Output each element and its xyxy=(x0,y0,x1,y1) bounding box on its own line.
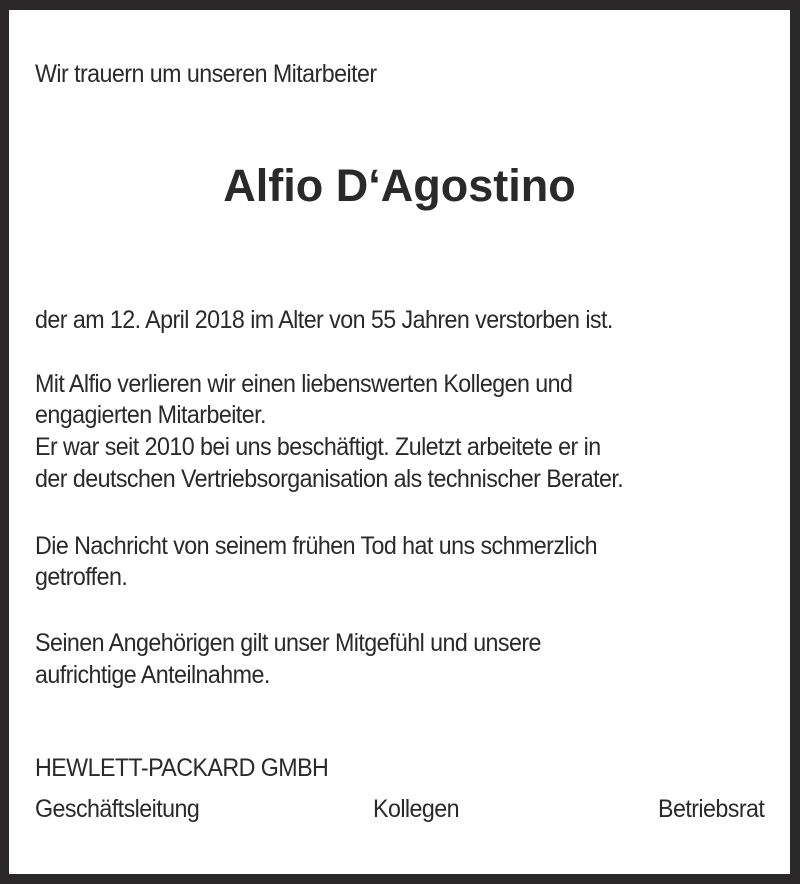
signatory-management: Geschäftsleitung xyxy=(35,795,200,823)
paragraph-line: Seinen Angehörigen gilt unser Mitgefühl und unsere xyxy=(35,629,541,657)
company-name: HEWLETT-PACKARD GMBH xyxy=(35,754,329,782)
paragraph-line: Mit Alfio verlieren wir einen liebenswerten Kollegen und xyxy=(35,370,573,398)
signatory-colleagues: Kollegen xyxy=(373,795,460,823)
obituary-notice xyxy=(9,10,790,874)
death-line: der am 12. April 2018 im Alter von 55 Jahren verstorben ist. xyxy=(35,306,613,334)
paragraph-line: engagierten Mitarbeiter. xyxy=(35,401,266,429)
paragraph-line: Die Nachricht von seinem frühen Tod hat uns schmerzlich xyxy=(35,532,598,560)
signatory-works-council: Betriebsrat xyxy=(657,795,764,823)
intro-text: Wir trauern um unseren Mitarbeiter xyxy=(35,60,377,88)
deceased-name: Alfio D‘Agostino xyxy=(223,160,576,211)
paragraph-line: der deutschen Vertriebsorganisation als technischer Berater. xyxy=(35,465,624,493)
paragraph-line: getroffen. xyxy=(35,563,128,591)
paragraph-line: Er war seit 2010 bei uns beschäftigt. Zuletzt arbeitete er in xyxy=(35,433,601,461)
paragraph-line: aufrichtige Anteilnahme. xyxy=(35,661,270,689)
